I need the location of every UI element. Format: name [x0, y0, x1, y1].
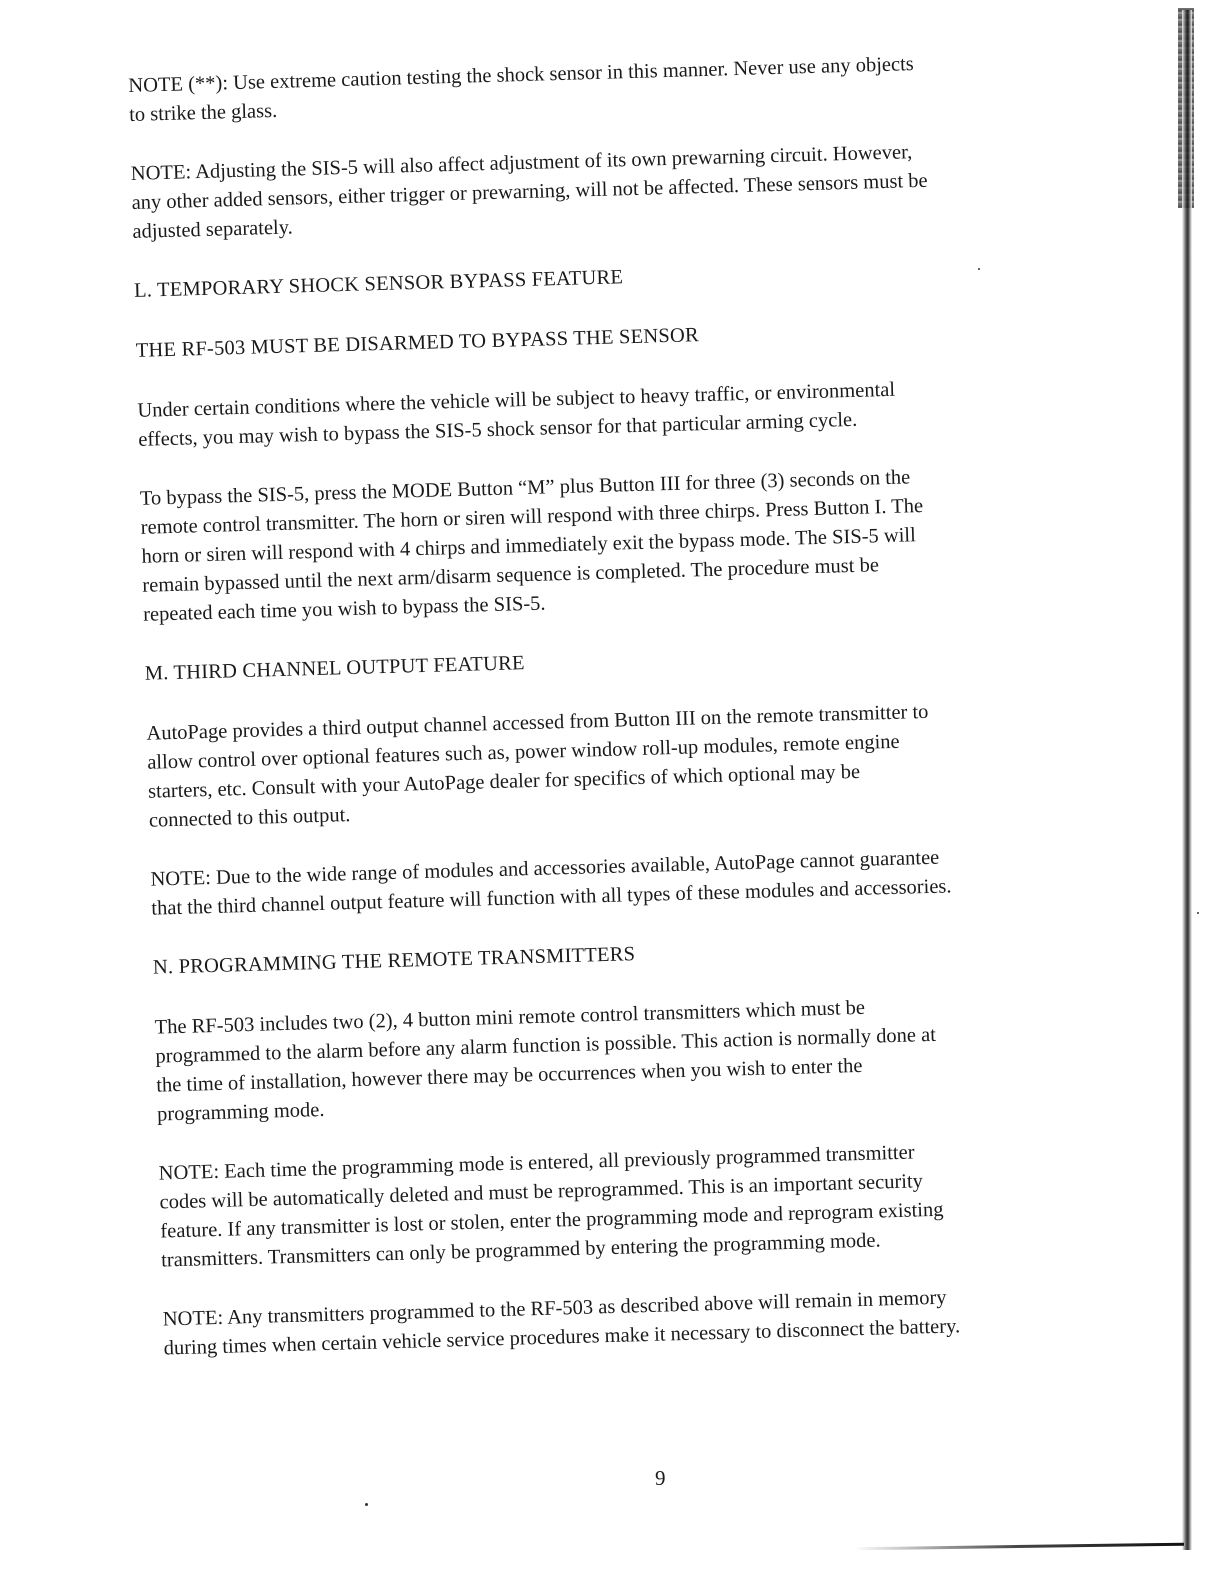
paragraph-bypass-conditions: Under certain conditions where the vehicle will be subject to heavy traffic, or environmental effects, you may wish to bypass the SIS-5 shock sensor for that particular arming cycle.	[137, 378, 896, 451]
note-third-channel-guarantee: NOTE: Due to the wide range of modules and accessories available, AutoPage cannot guarantee that the third channel output feature will function with all types of these modules and accessories.	[150, 846, 952, 920]
page-body	[128, 45, 1130, 1393]
scan-edge-bottom	[854, 1543, 1184, 1551]
scan-speck	[978, 268, 980, 270]
subheading-disarm-required: THE RF-503 MUST BE DISARMED TO BYPASS THE SENSOR	[135, 324, 700, 362]
paragraph-bypass-procedure: To bypass the SIS-5, press the MODE Button “M” plus Button III for three (3) seconds on the remote control transmitter. The horn or siren will respond with three chirps. Press Button I. The horn or siren will respond with 4 chirps and immediately exit the bypass mode. The SIS-5 will remain bypassed until the next arm/disarm sequence is completed. The procedure must be repeated each time you wish to bypass the SIS-5.	[139, 466, 924, 626]
paragraph-third-channel: AutoPage provides a third output channel accessed from Button III on the remote transmitter to allow control over optional features such as, power window roll-up modules, remote engine starters, etc. Consult with your AutoPage dealer for specifics of which optional may be connected to this output.	[146, 700, 929, 832]
note-programming-delete: NOTE: Each time the programming mode is entered, all previously programmed transmitter codes will be automatically deleted and must be reprogrammed. This is an important security feature. If any transmitter is lost or stolen, enter the programming mode and reprogram existing transmitters. Transmitters can only be programmed by entering the programming mode.	[158, 1141, 944, 1272]
page-number: 9	[655, 1466, 666, 1490]
note-programming-memory: NOTE: Any transmitters programmed to the RF-503 as described above will remain in memory during times when certain vehicle service procedures make it necessary to disconnect the battery.	[162, 1286, 961, 1360]
scan-edge-shadow	[1182, 10, 1192, 1550]
note-shock-caution: NOTE (**): Use extreme caution testing the shock sensor in this manner. Never use any objects to strike the glass.	[128, 53, 915, 126]
scan-speck	[1197, 912, 1199, 914]
note-sis5-adjust: NOTE: Adjusting the SIS-5 will also affect adjustment of its own prewarning circuit. However, any other added sensors, either trigger or prewarning, will not be affected. These sensors must be adjusted separately.	[130, 141, 928, 243]
section-heading-l: L. TEMPORARY SHOCK SENSOR BYPASS FEATURE	[133, 266, 624, 302]
scan-speck	[365, 1503, 368, 1506]
paragraph-programming-intro: The RF-503 includes two (2), 4 button mini remote control transmitters which must be programmed to the alarm before any alarm function is possible. This action is normally done at the time of installation, however there may be occurrences when you wish to enter the programming mode.	[154, 996, 937, 1126]
section-heading-n: N. PROGRAMMING THE REMOTE TRANSMITTERS	[152, 943, 636, 979]
section-heading-m: M. THIRD CHANNEL OUTPUT FEATURE	[144, 652, 525, 685]
